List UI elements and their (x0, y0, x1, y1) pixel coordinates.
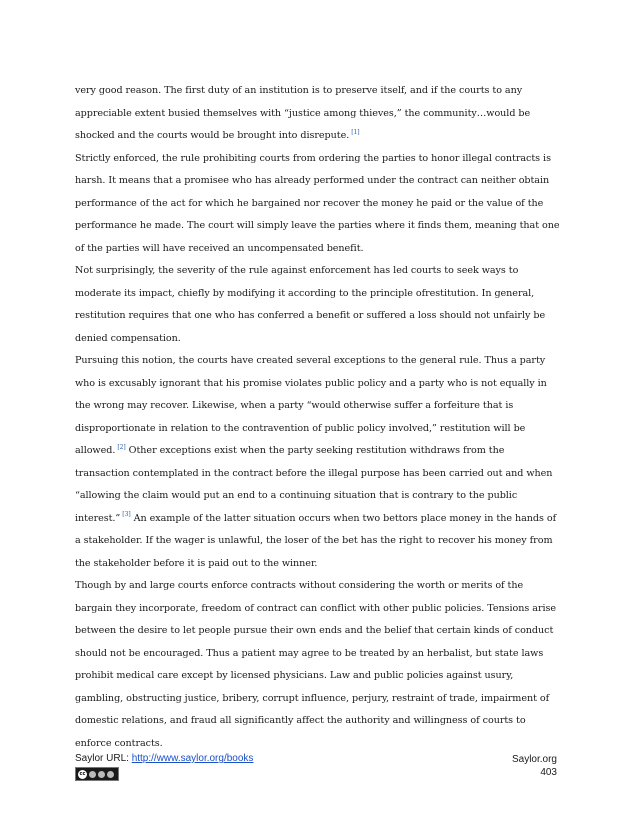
footer-source (75, 753, 253, 764)
paragraph-text: Though by and large courts enforce contracts without considering the worth or merits of the bargain they incorporate, freedom of contract can conflict with other public policies. Tensions arise between the desire to let people pursue their own ends and the belief that certain kinds of conduct should not be encouraged. Thus a patient may agree to be treated by an herbalist, but state laws prohibit medical care except by licensed physicians. Law and public policies against usury, gambling, obstructing justice, bribery, corrupt influence, perjury, restraint of trade, impairment of domestic relations, and fraud all significantly affect the authority and willingness of courts to enforce contracts. (75, 580, 556, 749)
cc-nc-icon (98, 771, 105, 778)
cc-by-icon (89, 771, 96, 778)
footer-url-label: Saylor URL: (75, 753, 132, 764)
paragraph (75, 148, 560, 261)
cc-logo-icon: cc (79, 770, 86, 777)
paragraph-text: very good reason. The first duty of an institution is to preserve itself, and if the courts to any appreciable extent busied themselves with “justice among thieves,” the community…would be shocked and the courts would be brought into disrepute. (75, 85, 531, 141)
paragraph-text: Pursuing this notion, the courts have created several exceptions to the general rule. Thus a party who is excusably ignorant that his promise violates public policy and a party who is not equally in the wrong may recover. Likewise, when a party “would otherwise suffer a forfeiture that is disproportionate in relation to the contravention of public policy involved,” restitution will be allowed. (75, 355, 547, 456)
paragraph (75, 350, 560, 575)
footnote-link[interactable]: [2] (117, 443, 126, 451)
paragraph-text: Other exceptions exist when the party seeking restitution withdraws from the transaction contemplated in the contract before the illegal purpose has been carried out and when “allowing the claim would put an end to a continuing situation that is contrary to the public interest.” (75, 445, 553, 524)
body-text (75, 80, 560, 755)
footer-site-name: Saylor.org (511, 754, 557, 765)
page-number: 403 (540, 767, 557, 778)
cc-sa-icon (107, 771, 114, 778)
footer-url-link[interactable]: http://www.saylor.org/books (131, 753, 254, 764)
footer-page-info (512, 753, 557, 779)
paragraph (75, 575, 560, 755)
footnote-link[interactable]: [3] (122, 511, 131, 519)
footnote-link[interactable]: [1] (351, 128, 360, 136)
paragraph-text: An example of the latter situation occurs when two bettors place money in the hands of a stakeholder. If the wager is unlawful, the loser of the bet has the right to recover his money from the stakeholder before it is paid out to the winner. (75, 512, 557, 569)
paragraph (75, 260, 560, 350)
paragraph-text: Not surprisingly, the severity of the rule against enforcement has led courts to seek ways to moderate its impact, chiefly by modifying it according to the principle ofrestitution. In general, restitution requires that one who has conferred a benefit or suffered a loss should not unfairly be denied compensation. (75, 265, 546, 344)
creative-commons-license-icon[interactable] (75, 767, 119, 781)
paragraph (75, 80, 560, 148)
paragraph-text: Strictly enforced, the rule prohibiting courts from ordering the parties to honor illegal contracts is harsh. It means that a promisee who has already performed under the contract can neither obtain performance of the act for which he bargained nor recover the money he paid or the value of the performance he made. The court will simply leave the parties where it finds them, meaning that one of the parties will have received an uncompensated benefit. (75, 152, 560, 254)
